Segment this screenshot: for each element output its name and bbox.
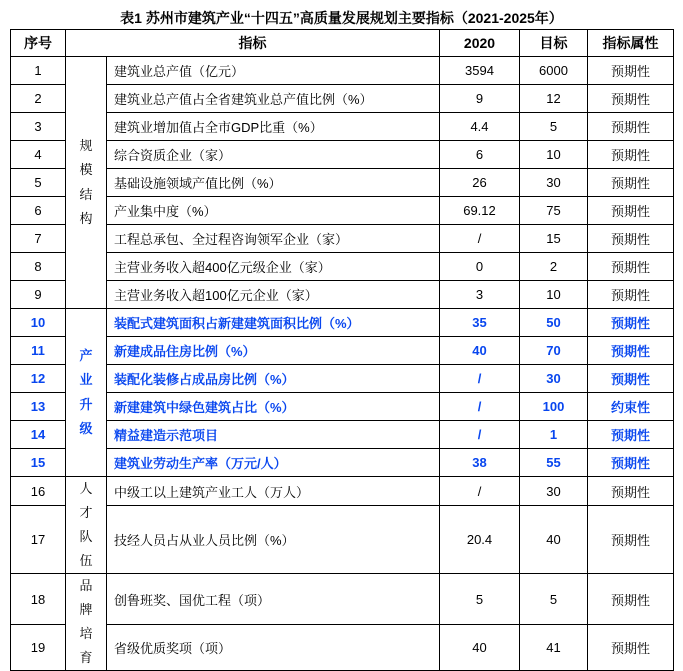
- target-cell: 55: [520, 449, 588, 477]
- target-cell: 30: [520, 477, 588, 506]
- category-cell-upgrade: [66, 309, 107, 477]
- value-2020-cell: 38: [440, 449, 520, 477]
- serial-cell: 11: [11, 337, 66, 365]
- indicator-cell: 中级工以上建筑产业工人（万人）: [107, 477, 440, 506]
- target-cell: 100: [520, 393, 588, 421]
- table-row: [11, 141, 674, 169]
- value-2020-cell: 3594: [440, 57, 520, 85]
- table-title: 表1 苏州市建筑产业“十四五”高质量发展规划主要指标（2021-2025年）: [120, 10, 563, 26]
- value-2020-cell: 20.4: [440, 506, 520, 574]
- value-2020-cell: 9: [440, 85, 520, 113]
- indicator-cell: 装配式建筑面积占新建建筑面积比例（%）: [107, 309, 440, 337]
- indicator-cell: 基础设施领域产值比例（%）: [107, 169, 440, 197]
- value-2020-cell: 6: [440, 141, 520, 169]
- serial-cell: 17: [11, 506, 66, 574]
- col-header-attribute: 指标属性: [588, 30, 674, 57]
- target-cell: 1: [520, 421, 588, 449]
- table-row: [11, 253, 674, 281]
- value-2020-cell: 0: [440, 253, 520, 281]
- col-header-target: 目标: [520, 30, 588, 57]
- table-row: [11, 169, 674, 197]
- indicators-table: [10, 29, 674, 671]
- table-row: [11, 365, 674, 393]
- serial-cell: 10: [11, 309, 66, 337]
- indicator-cell: 建筑业劳动生产率（万元/人）: [107, 449, 440, 477]
- indicator-cell: 技经人员占从业人员比例（%）: [107, 506, 440, 574]
- indicator-cell: 创鲁班奖、国优工程（项）: [107, 574, 440, 625]
- table-row: [11, 197, 674, 225]
- attribute-cell: 预期性: [588, 506, 674, 574]
- indicator-cell: 建筑业总产值（亿元）: [107, 57, 440, 85]
- target-cell: 6000: [520, 57, 588, 85]
- category-cell-talent: [66, 477, 107, 574]
- serial-cell: 14: [11, 421, 66, 449]
- serial-cell: 15: [11, 449, 66, 477]
- serial-cell: 9: [11, 281, 66, 309]
- target-cell: 75: [520, 197, 588, 225]
- serial-cell: 7: [11, 225, 66, 253]
- value-2020-cell: 4.4: [440, 113, 520, 141]
- serial-cell: 16: [11, 477, 66, 506]
- value-2020-cell: 5: [440, 574, 520, 625]
- table-row: [11, 421, 674, 449]
- target-cell: 41: [520, 624, 588, 670]
- attribute-cell: 预期性: [588, 574, 674, 625]
- attribute-cell: 预期性: [588, 253, 674, 281]
- value-2020-cell: /: [440, 421, 520, 449]
- table-row: [11, 477, 674, 506]
- serial-cell: 8: [11, 253, 66, 281]
- indicator-cell: 新建成品住房比例（%）: [107, 337, 440, 365]
- target-cell: 30: [520, 365, 588, 393]
- indicator-cell: 综合资质企业（家）: [107, 141, 440, 169]
- target-cell: 10: [520, 141, 588, 169]
- indicator-cell: 建筑业增加值占全市GDP比重（%）: [107, 113, 440, 141]
- indicator-cell: 精益建造示范项目: [107, 421, 440, 449]
- table-row: [11, 574, 674, 625]
- category-label: 人才队伍: [79, 481, 93, 569]
- serial-cell: 1: [11, 57, 66, 85]
- category-cell-scale: [66, 57, 107, 309]
- table-row: [11, 309, 674, 337]
- target-cell: 15: [520, 225, 588, 253]
- attribute-cell: 预期性: [588, 449, 674, 477]
- table-row: [11, 393, 674, 421]
- attribute-cell: 约束性: [588, 393, 674, 421]
- attribute-cell: 预期性: [588, 337, 674, 365]
- category-label: 品牌培育: [79, 578, 93, 666]
- attribute-cell: 预期性: [588, 365, 674, 393]
- serial-cell: 12: [11, 365, 66, 393]
- col-header-no: 序号: [11, 30, 66, 57]
- indicator-cell: 建筑业总产值占全省建筑业总产值比例（%）: [107, 85, 440, 113]
- attribute-cell: 预期性: [588, 169, 674, 197]
- target-cell: 2: [520, 253, 588, 281]
- value-2020-cell: 3: [440, 281, 520, 309]
- indicator-cell: 省级优质奖项（项）: [107, 624, 440, 670]
- attribute-cell: 预期性: [588, 309, 674, 337]
- serial-cell: 4: [11, 141, 66, 169]
- target-cell: 10: [520, 281, 588, 309]
- attribute-cell: 预期性: [588, 624, 674, 670]
- value-2020-cell: /: [440, 365, 520, 393]
- indicator-cell: 工程总承包、全过程咨询领军企业（家）: [107, 225, 440, 253]
- table-row: [11, 281, 674, 309]
- attribute-cell: 预期性: [588, 113, 674, 141]
- serial-cell: 3: [11, 113, 66, 141]
- attribute-cell: 预期性: [588, 225, 674, 253]
- value-2020-cell: /: [440, 477, 520, 506]
- table-row: [11, 57, 674, 85]
- serial-cell: 6: [11, 197, 66, 225]
- indicator-cell: 主营业务收入超400亿元级企业（家）: [107, 253, 440, 281]
- header-row: [11, 30, 674, 57]
- attribute-cell: 预期性: [588, 141, 674, 169]
- serial-cell: 18: [11, 574, 66, 625]
- indicator-cell: 主营业务收入超100亿元企业（家）: [107, 281, 440, 309]
- category-cell-brand: [66, 574, 107, 671]
- value-2020-cell: 35: [440, 309, 520, 337]
- value-2020-cell: 69.12: [440, 197, 520, 225]
- attribute-cell: 预期性: [588, 85, 674, 113]
- serial-cell: 19: [11, 624, 66, 670]
- value-2020-cell: /: [440, 225, 520, 253]
- indicator-cell: 新建建筑中绿色建筑占比（%）: [107, 393, 440, 421]
- table-row: [11, 506, 674, 574]
- value-2020-cell: /: [440, 393, 520, 421]
- serial-cell: 2: [11, 85, 66, 113]
- indicator-cell: 产业集中度（%）: [107, 197, 440, 225]
- table-row: [11, 624, 674, 670]
- serial-cell: 5: [11, 169, 66, 197]
- target-cell: 50: [520, 309, 588, 337]
- table-row: [11, 85, 674, 113]
- target-cell: 5: [520, 574, 588, 625]
- target-cell: 40: [520, 506, 588, 574]
- value-2020-cell: 26: [440, 169, 520, 197]
- attribute-cell: 预期性: [588, 57, 674, 85]
- indicator-cell: 装配化装修占成品房比例（%）: [107, 365, 440, 393]
- value-2020-cell: 40: [440, 337, 520, 365]
- col-header-2020: 2020: [440, 30, 520, 57]
- attribute-cell: 预期性: [588, 281, 674, 309]
- target-cell: 12: [520, 85, 588, 113]
- table-row: [11, 337, 674, 365]
- category-label: 规模结构: [79, 138, 93, 226]
- table-row: [11, 225, 674, 253]
- value-2020-cell: 40: [440, 624, 520, 670]
- attribute-cell: 预期性: [588, 197, 674, 225]
- col-header-indicator: 指标: [66, 30, 440, 57]
- category-label: 产业升级: [79, 348, 93, 436]
- table-row: [11, 113, 674, 141]
- attribute-cell: 预期性: [588, 477, 674, 506]
- target-cell: 5: [520, 113, 588, 141]
- target-cell: 70: [520, 337, 588, 365]
- attribute-cell: 预期性: [588, 421, 674, 449]
- target-cell: 30: [520, 169, 588, 197]
- serial-cell: 13: [11, 393, 66, 421]
- table-row: [11, 449, 674, 477]
